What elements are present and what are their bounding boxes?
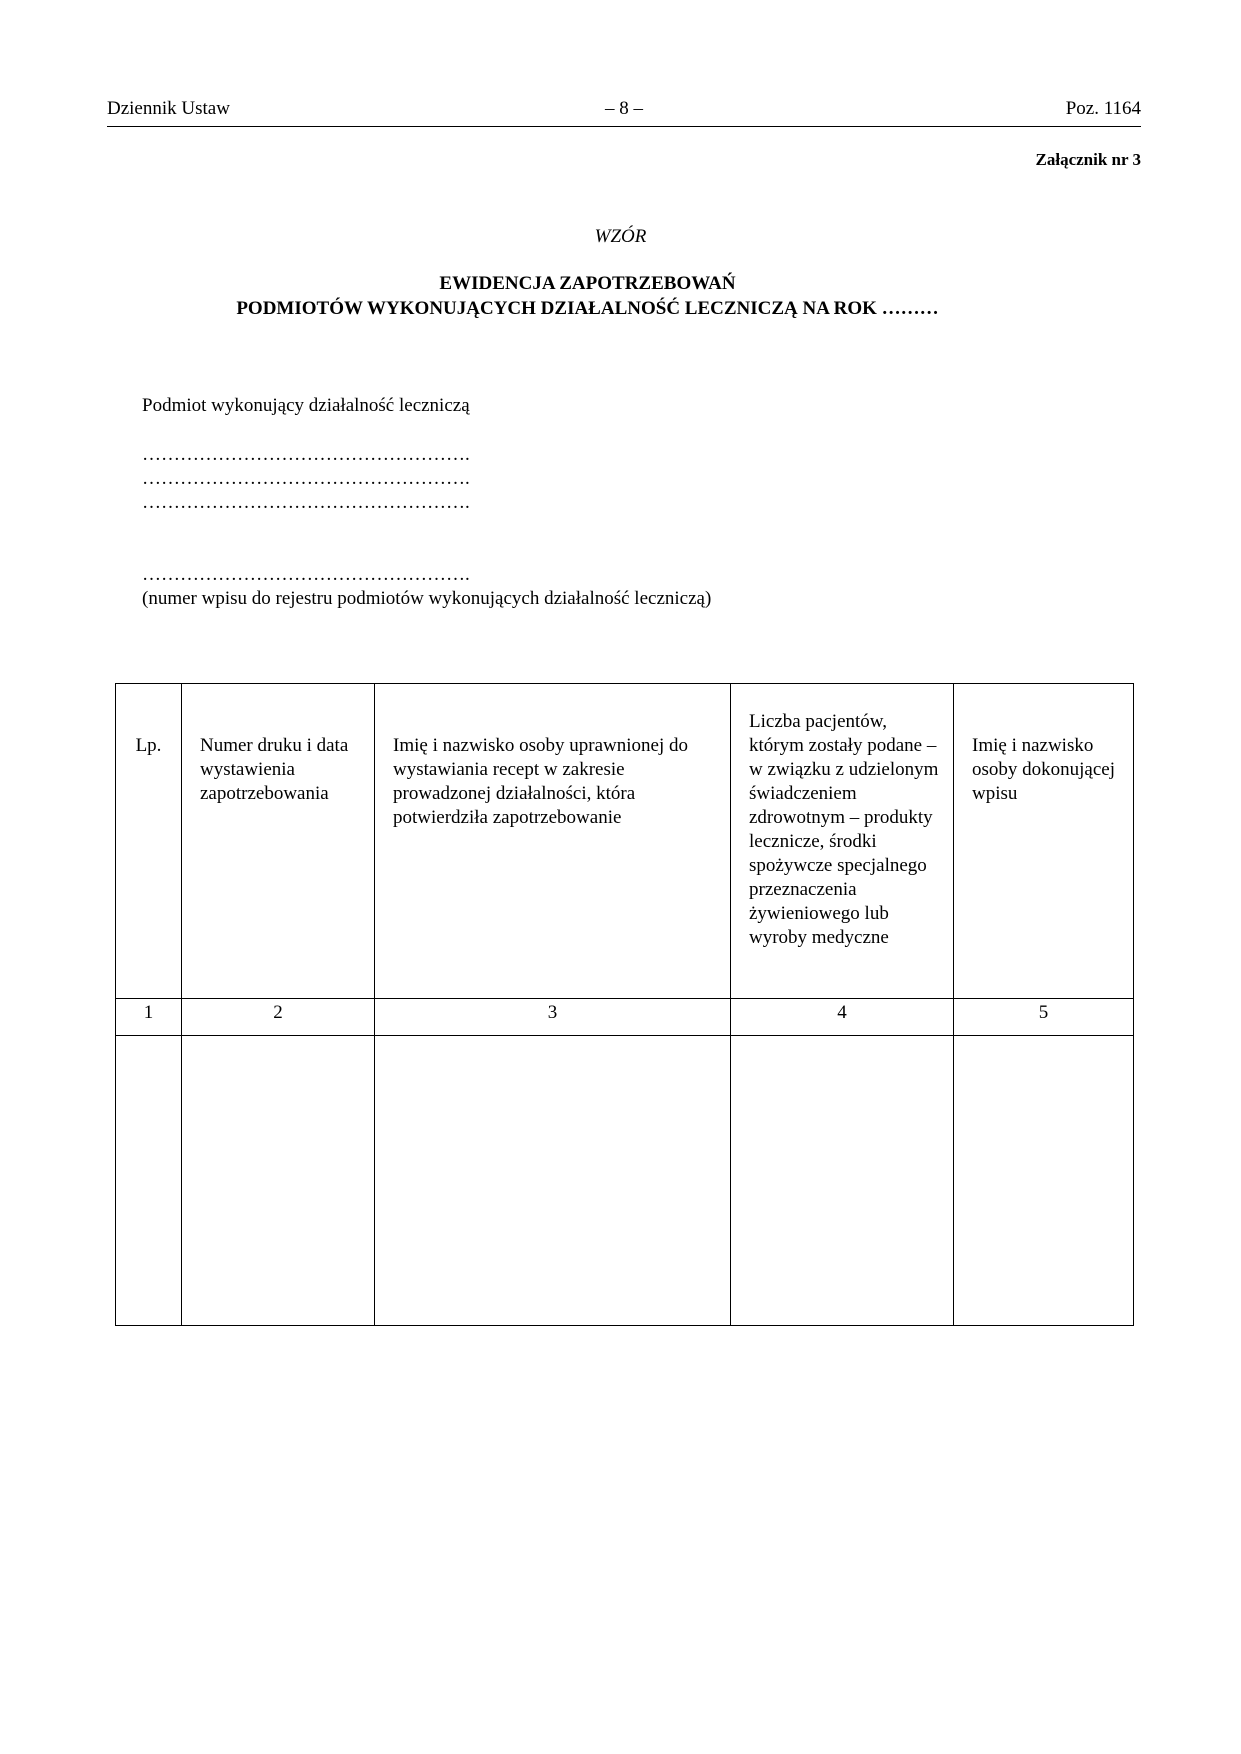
column-number: 1 [116,999,182,1036]
column-header-authorized-person: Imię i nazwisko osoby uprawnionej do wystawiania recept w zakresie prowadzonej działalności, która potwierdziła zapotrzebowanie [375,684,731,999]
column-header-lp: Lp. [116,684,182,999]
position-number: Poz. 1164 [1065,98,1141,119]
journal-name: Dziennik Ustaw [107,98,230,119]
column-number: 2 [182,999,375,1036]
empty-cell[interactable] [375,1036,731,1326]
column-number: 5 [954,999,1134,1036]
table-row [116,1036,1134,1326]
column-header-entry-person: Imię i nazwisko osoby dokonującej wpisu [954,684,1134,999]
column-header-patient-count: Liczba pacjentów, którym zostały podane – w związku z udzielonym świadczeniem zdrowotnym – produkty lecznicze, środki spożywcze specjalnego przeznaczenia żywieniowego lub wyroby medyczne [731,684,954,999]
table-header-row [116,684,1134,999]
column-header-form-number: Numer druku i data wystawienia zapotrzebowania [182,684,375,999]
records-table [115,683,1134,1326]
document-title-line2: PODMIOTÓW WYKONUJĄCYCH DZIAŁALNOŚĆ LECZNICZĄ NA ROK ……… [236,298,939,319]
table-number-row [116,999,1134,1036]
empty-cell[interactable] [116,1036,182,1326]
column-number: 3 [375,999,731,1036]
entity-label: Podmiot wykonujący działalność leczniczą [142,395,470,416]
registry-number-line[interactable]: ……………………………………………. [142,564,470,585]
document-title-line1: EWIDENCJA ZAPOTRZEBOWAŃ [439,273,736,294]
empty-cell[interactable] [182,1036,375,1326]
entity-line-3[interactable]: ……………………………………………. [142,492,470,513]
page-number: – 8 – [605,98,643,119]
empty-cell[interactable] [731,1036,954,1326]
empty-cell[interactable] [954,1036,1134,1326]
entity-line-2[interactable]: ……………………………………………. [142,468,470,489]
page-header [107,98,1141,127]
column-number: 4 [731,999,954,1036]
registry-note: (numer wpisu do rejestru podmiotów wykonujących działalność leczniczą) [142,588,712,609]
entity-line-1[interactable]: ……………………………………………. [142,444,470,465]
pattern-label: WZÓR [594,226,647,247]
annex-label: Załącznik nr 3 [1035,150,1141,169]
